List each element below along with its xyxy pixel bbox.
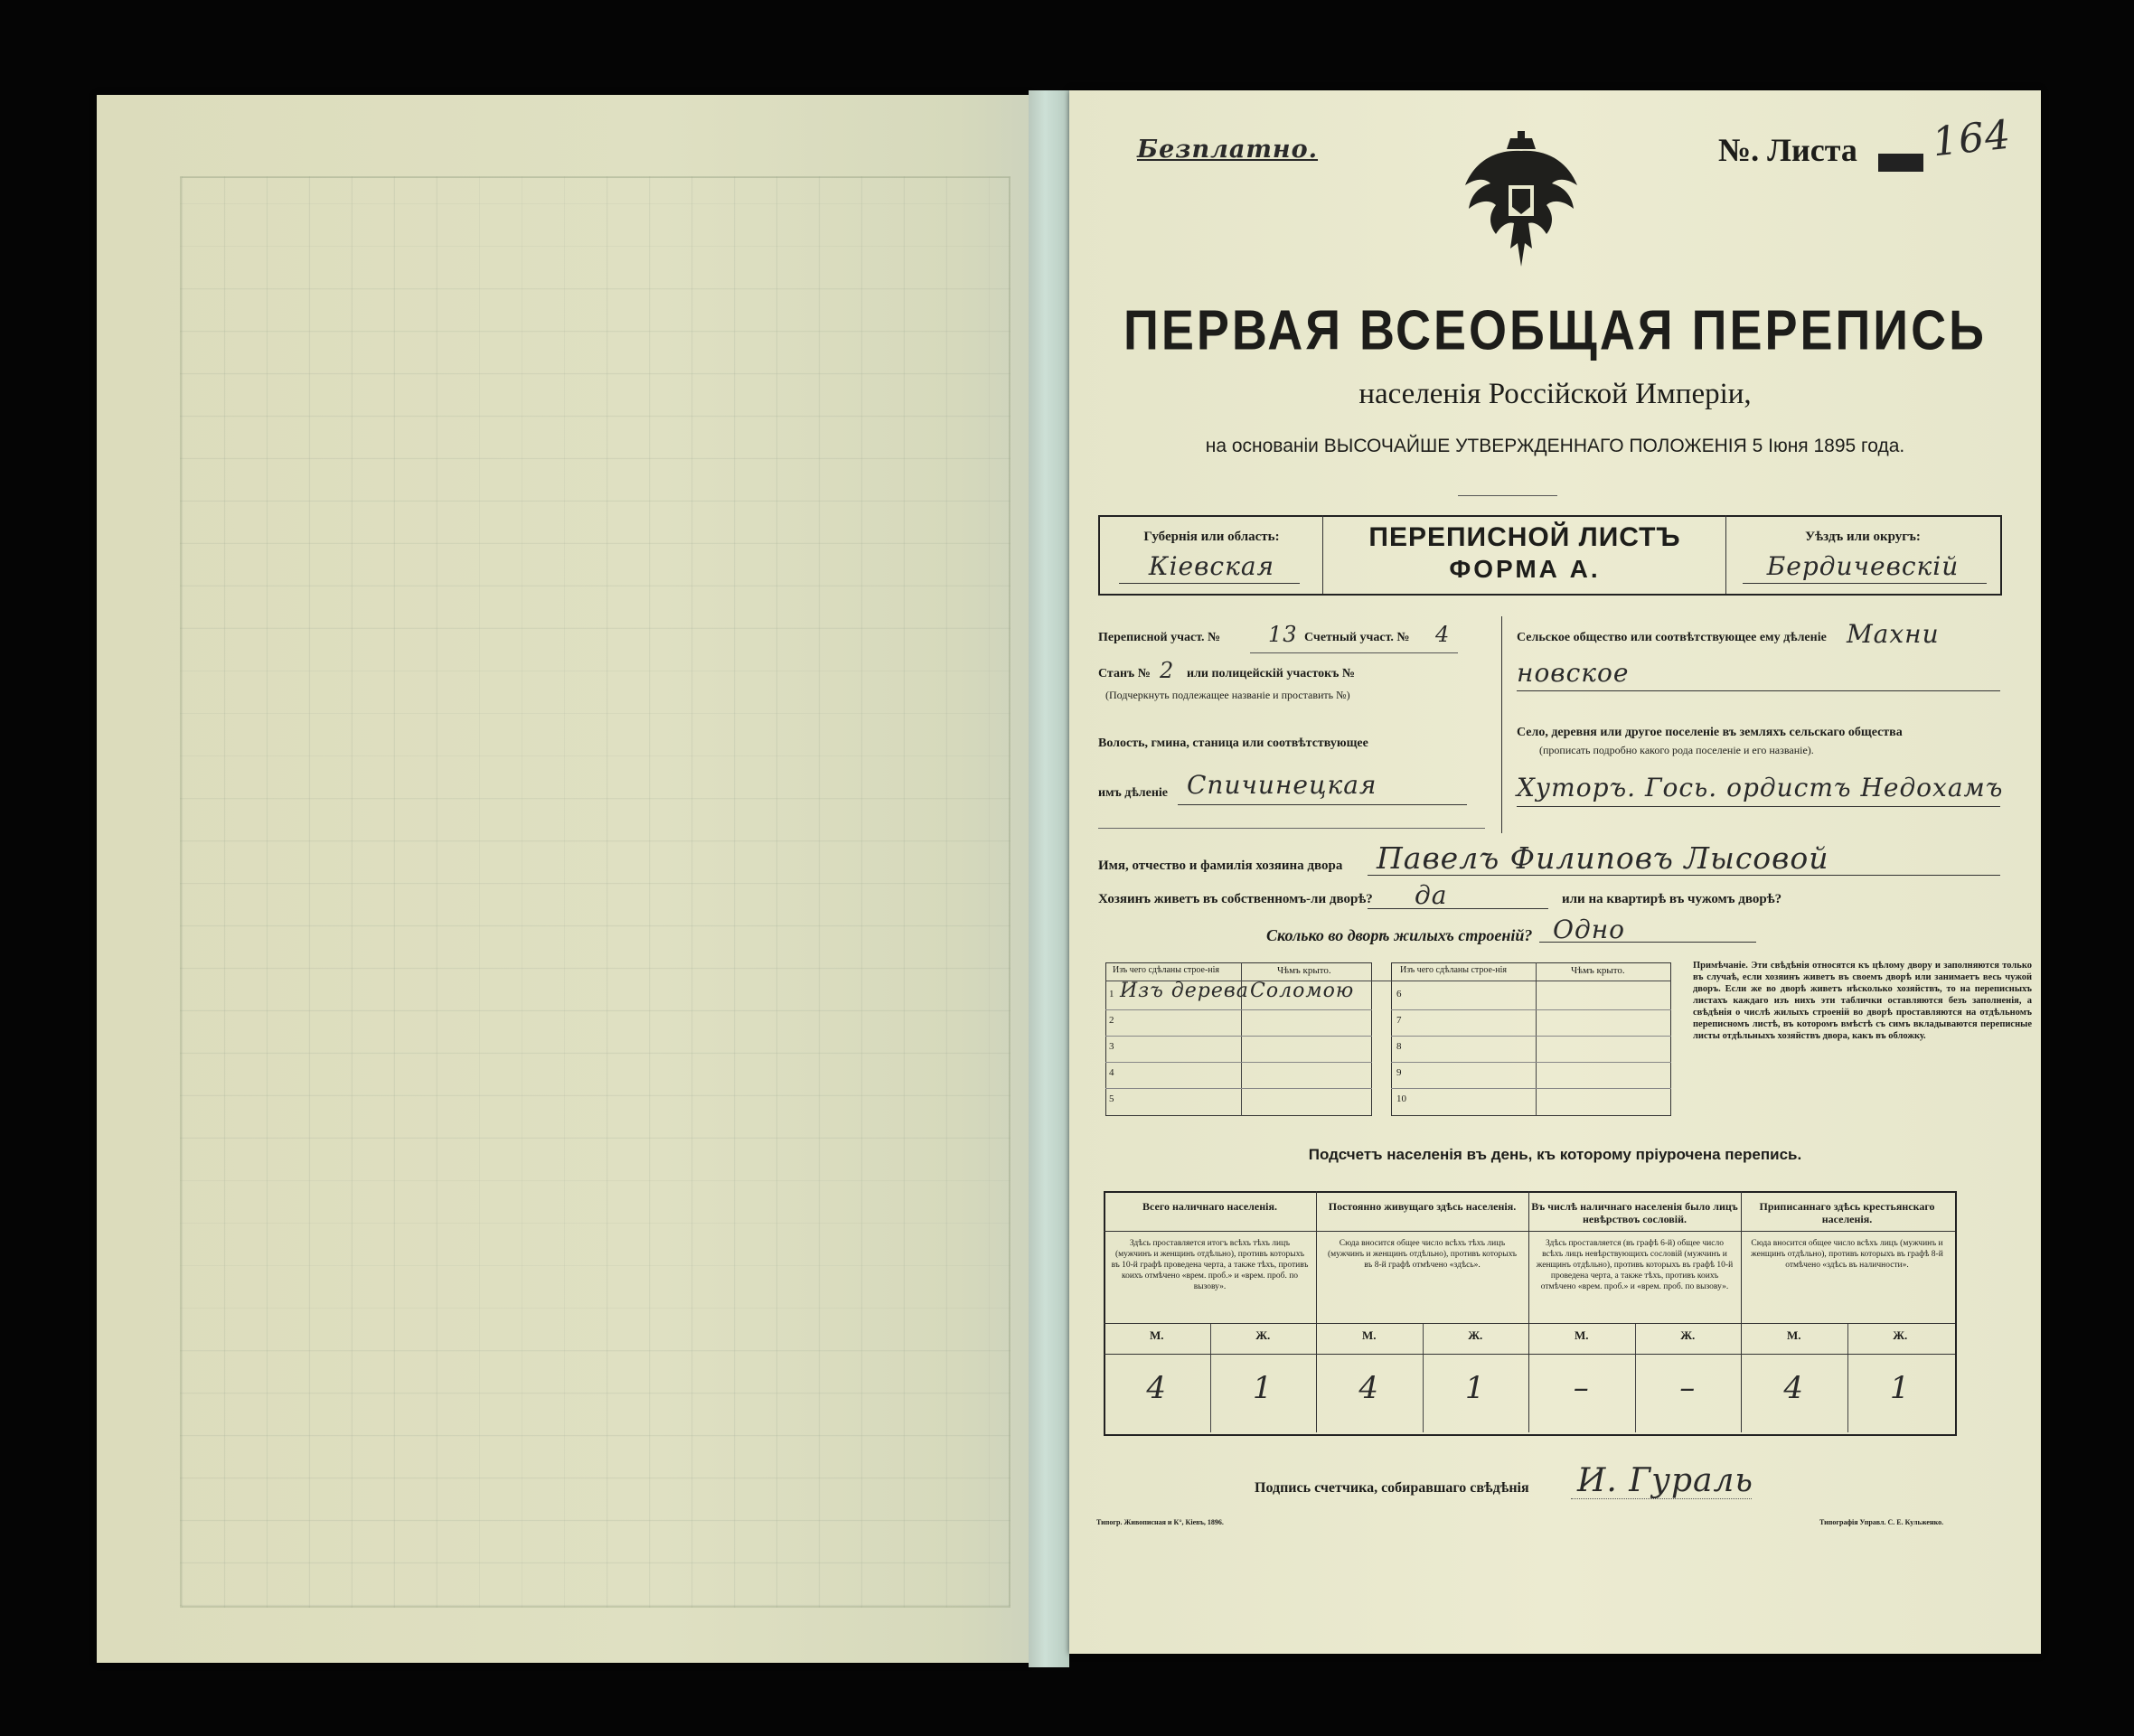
stan-value: 2 xyxy=(1160,658,1175,683)
society-label: Сельское общество или соотвѣтствующее ему дѣленіе xyxy=(1517,631,1827,644)
buildings-row-number: 8 xyxy=(1396,1041,1402,1052)
buildings-row-number: 4 xyxy=(1109,1067,1114,1078)
summary-group-title: Приписаннаго здѣсь крестьянскаго населенія. xyxy=(1759,1200,1935,1225)
counting-section-label: Счетный участ. № xyxy=(1304,631,1410,644)
buildings-col1-header-right: Изъ чего сдѣланы строе-нія xyxy=(1400,965,1507,975)
summary-group-title: Постоянно живущаго здѣсь населенія. xyxy=(1328,1200,1517,1213)
summary-male-count: 4 xyxy=(1146,1370,1168,1406)
summary-female-label: Ж. xyxy=(1893,1328,1908,1342)
sheet-number-handwritten: 164 xyxy=(1930,111,2014,166)
signature-value: И. Гураль xyxy=(1577,1462,1754,1499)
buildings-row-roof: Соломою xyxy=(1250,980,1355,1002)
census-form-page xyxy=(1069,90,2041,1654)
buildings-label: Сколько во дворѣ жилыхъ строеній? xyxy=(1266,926,1533,944)
summary-female-count: – xyxy=(1679,1370,1697,1406)
book-spine xyxy=(1029,90,1069,1667)
society-value-1: Махни xyxy=(1847,619,1940,649)
stan-label: Станъ № xyxy=(1098,667,1151,680)
summary-male-label: М. xyxy=(1361,1328,1377,1342)
volost-value: Спичинецкая xyxy=(1187,770,1377,800)
summary-female-label: Ж. xyxy=(1468,1328,1483,1342)
buildings-row-number: 7 xyxy=(1396,1015,1402,1026)
summary-male-count: 4 xyxy=(1783,1370,1805,1406)
summary-female-count: 1 xyxy=(1252,1370,1274,1406)
summary-male-count: – xyxy=(1573,1370,1590,1406)
summary-female-count: 1 xyxy=(1464,1370,1486,1406)
buildings-note: Примѣчаніе. Эти свѣдѣнія относятся къ цѣлому двору и заполняются только въ случаѣ, если хозяинъ живетъ въ своемъ дворѣ или занимаетъ весь чужой дворъ. Если же во дворѣ живетъ нѣсколько хозяйствъ, то на переписныхъ листахъ каждаго изъ нихъ эти таблички оставляются безъ заполненія, а свѣдѣнія о числѣ жилыхъ строеній во дворѣ проставляются на отдѣльномъ переписномъ листѣ, въ которомъ вмѣстѣ съ симъ вкладываются переписные листы отдѣльныхъ хозяйствъ двора, какъ въ обложку. xyxy=(1693,961,2032,1041)
counting-section-value: 4 xyxy=(1435,622,1451,647)
village-value: Хуторъ. Гось. ордистъ Недохамъ xyxy=(1517,773,2004,802)
summary-female-count: 1 xyxy=(1889,1370,1911,1406)
summary-female-label: Ж. xyxy=(1680,1328,1696,1342)
summary-desc-rule xyxy=(1104,1323,1955,1324)
summary-heading: Подсчетъ населенія въ день, къ которому пріурочена перепись. xyxy=(1308,1146,1802,1163)
printer-imprint-right: Типографія Управл. С. Е. Кульженко. xyxy=(1819,1518,1944,1526)
buildings-col2-header: Чѣмъ крыто. xyxy=(1277,965,1331,976)
society-value-2: новское xyxy=(1517,658,1630,688)
summary-male-count: 4 xyxy=(1358,1370,1380,1406)
census-section-value: 13 xyxy=(1268,622,1298,647)
sheet-number-label: №. Листа xyxy=(1718,132,1857,168)
census-title: ПЕРВАЯ ВСЕОБЩАЯ ПЕРЕПИСЬ xyxy=(1123,299,1987,362)
summary-mf-rule xyxy=(1104,1354,1955,1355)
buildings-col2-header-right: Чѣмъ крыто. xyxy=(1571,965,1625,976)
owner-label: Имя, отчество и фамилія хозяина двора xyxy=(1098,859,1343,873)
volost-label-2: имъ дѣленіе xyxy=(1098,786,1168,800)
left-page xyxy=(97,95,1032,1663)
printer-imprint-left: Типогр. Живописная и К°, Кіевъ, 1896. xyxy=(1096,1518,1224,1526)
buildings-row-number: 9 xyxy=(1396,1067,1402,1078)
village-label: Село, деревня или другое поселеніе въ земляхъ сельскаго общества xyxy=(1517,726,1903,739)
own-yard-tail: или на квартирѣ въ чужомъ дворѣ? xyxy=(1562,892,1782,906)
summary-female-label: Ж. xyxy=(1255,1328,1271,1342)
volost-label: Волость, гмина, станица или соотвѣтствующее xyxy=(1098,737,1368,750)
district-label: Уѣздъ или округъ: xyxy=(1805,530,1921,544)
buildings-row-number: 1 xyxy=(1109,989,1114,999)
summary-group-description: Сюда вносится общее число всѣхъ лицъ (мужчинъ и женщинъ отдѣльно), противъ которыхъ въ графѣ 8-й отмѣчено «здѣсь въ наличности». xyxy=(1751,1239,1943,1270)
buildings-row-number: 10 xyxy=(1396,1093,1406,1104)
buildings-row-number: 6 xyxy=(1396,989,1402,999)
stan-note: (Подчеркнуть подлежащее названіе и проставить №) xyxy=(1105,689,1350,701)
owner-value: Павелъ Филиповъ Лысовой xyxy=(1377,840,1829,876)
free-label: Безплатно. xyxy=(1137,136,1319,164)
buildings-row-number: 3 xyxy=(1109,1041,1114,1052)
sheet-number-box xyxy=(1878,154,1923,172)
census-basis: на основаніи ВЫСОЧАЙШЕ УТВЕРЖДЕННАГО ПОЛОЖЕНІЯ 5 Іюня 1895 года. xyxy=(1205,436,1905,456)
summary-male-label: М. xyxy=(1786,1328,1801,1342)
summary-group-description: Здѣсь проставляется итогъ всѣхъ тѣхъ лицъ (мужчинъ и женщинъ отдѣльно), противъ которыхъ въ 10-й графѣ проведена черта, а также тѣхъ, противъ коихъ отмѣчено «врем. проб.» и «врем. проб. по вызову». xyxy=(1111,1239,1309,1291)
stan-tail: или полицейскій участокъ № xyxy=(1187,667,1355,680)
census-subtitle: населенія Россійской Имперіи, xyxy=(1358,378,1752,410)
buildings-value: Одно xyxy=(1553,915,1626,944)
buildings-row-material: Изъ дерева xyxy=(1120,980,1249,1002)
summary-group-title: Въ числѣ наличнаго населенія было лицъ невѣрствоъ сословій. xyxy=(1531,1200,1738,1225)
buildings-col1-header: Изъ чего сдѣланы строе-нія xyxy=(1113,965,1219,975)
village-note: (прописать подробно какого рода поселеніе и его названіе). xyxy=(1539,744,1814,756)
province-value: Кіевская xyxy=(1148,551,1275,581)
imperial-eagle-emblem-icon xyxy=(1458,131,1584,276)
summary-male-label: М. xyxy=(1574,1328,1589,1342)
census-section-label: Переписной участ. № xyxy=(1098,631,1221,644)
buildings-row-number: 2 xyxy=(1109,1015,1114,1026)
ornament-divider xyxy=(1458,495,1557,496)
summary-group-title: Всего наличнаго населенія. xyxy=(1142,1200,1277,1213)
summary-male-label: М. xyxy=(1149,1328,1164,1342)
district-value: Бердичевскій xyxy=(1766,551,1960,581)
signature-label: Подпись счетчика, собиравшаго свѣдѣнія xyxy=(1255,1480,1529,1496)
summary-group-description: Здѣсь проставляется (въ графѣ 6-й) общее число всѣхъ лицъ невѣрствующихъ сословій (мужчинъ и женщинъ отдѣльно), противъ которыхъ въ графѣ 10-й проведена черта, а также тѣхъ, противъ коихъ отмѣчено «врем. проб.» и «врем. проб. по вызову». xyxy=(1536,1239,1734,1291)
own-yard-label: Хозяинъ живетъ въ собственномъ-ли дворѣ? xyxy=(1098,892,1373,906)
province-label: Губернія или область: xyxy=(1143,530,1280,544)
sheet-title: ПЕРЕПИСНОЙ ЛИСТЪ xyxy=(1368,522,1681,552)
left-page-grid xyxy=(180,176,1011,1608)
summary-header-rule xyxy=(1104,1231,1955,1232)
summary-group-description: Сюда вносится общее число всѣхъ тѣхъ лицъ (мужчинъ и женщинъ отдѣльно), противъ которыхъ въ 8-й графѣ отмѣчено «здѣсь». xyxy=(1328,1239,1517,1270)
own-yard-value: да xyxy=(1415,880,1448,910)
form-name: ФОРМА А. xyxy=(1449,555,1601,583)
buildings-row-number: 5 xyxy=(1109,1093,1114,1104)
